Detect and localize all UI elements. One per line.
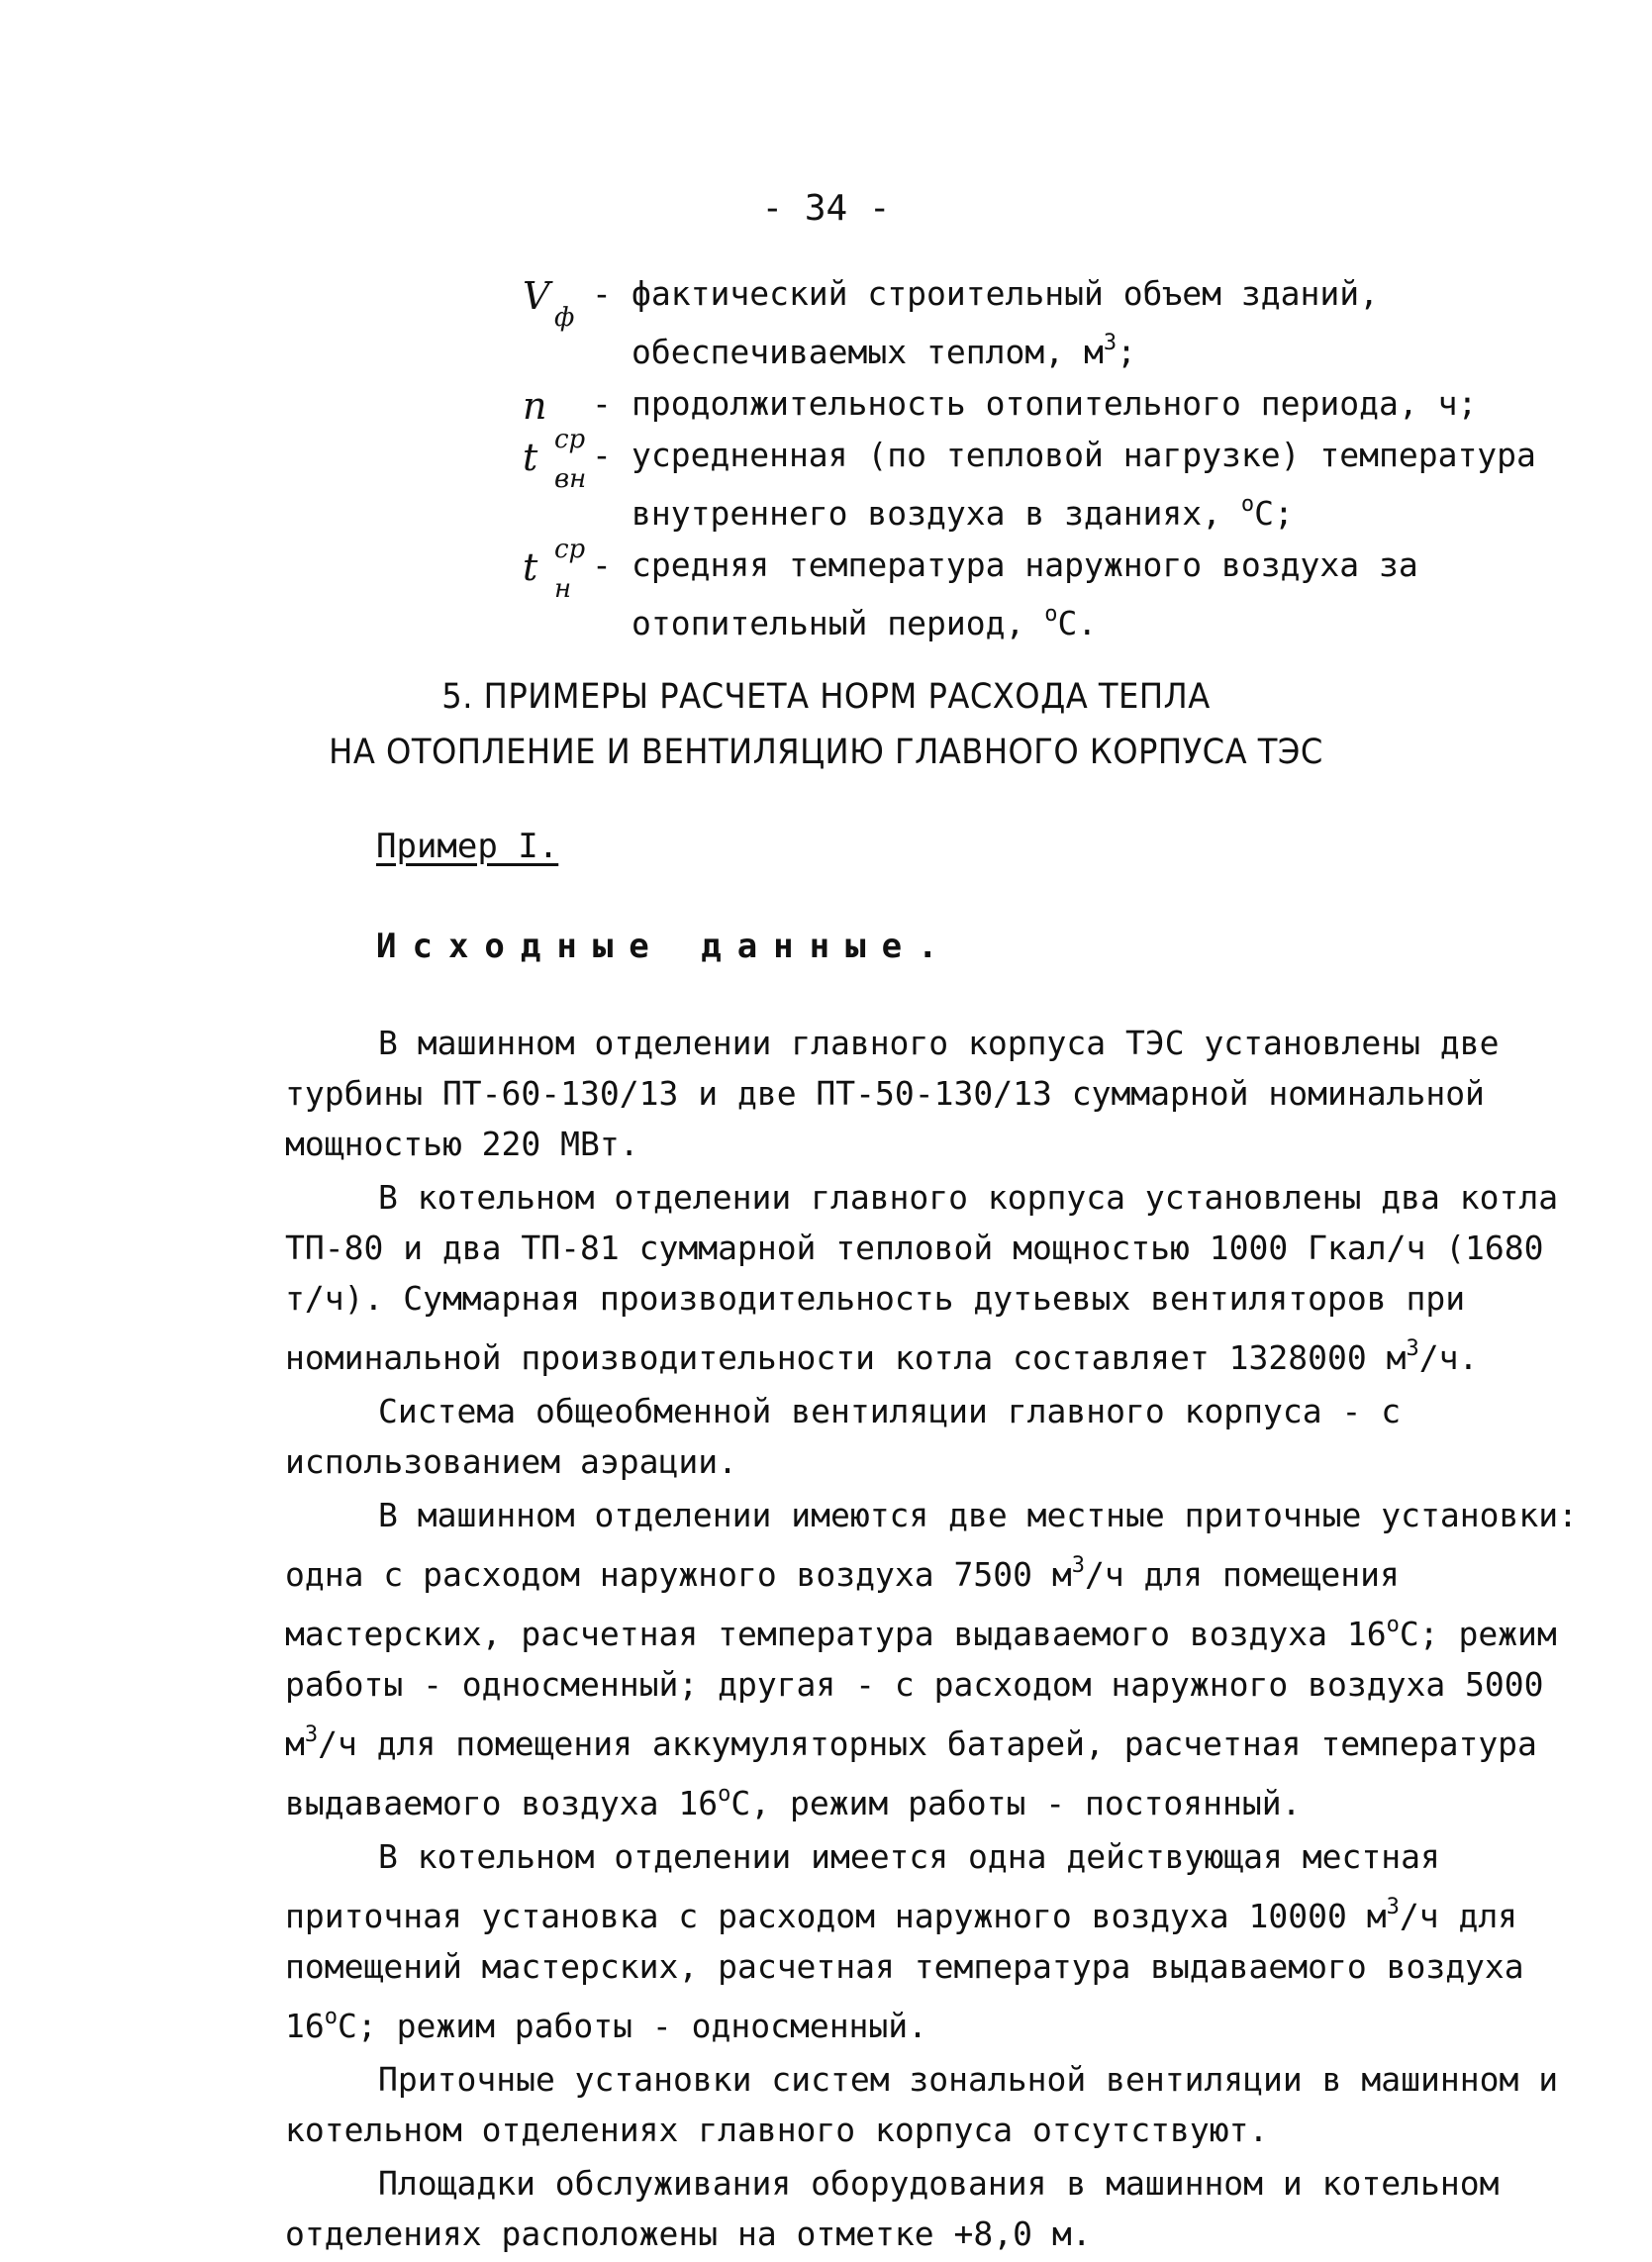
definition-text-main: усредненная (по тепловой нагрузке) температура внутреннего воздуха в зданиях,: [632, 436, 1536, 533]
paragraph-text: /ч для помещений мастерских, расчетная температура выдаваемого воздуха 16: [285, 1897, 1524, 2045]
example-label: Пример I.: [376, 827, 559, 866]
superscript: о: [324, 2005, 338, 2029]
definition-text-main: средняя температура наружного воздуха за отопительный период,: [632, 545, 1418, 642]
page-number: - 34 -: [761, 188, 891, 229]
definition-dash: -: [592, 545, 612, 584]
definition-row: [515, 425, 1613, 539]
superscript: о: [718, 1782, 731, 1807]
definition-text-tail: С.: [1057, 604, 1098, 642]
symbol-base: t: [523, 436, 538, 479]
body-paragraph: [285, 1386, 1592, 1487]
section-title-line-2: НА ОТОПЛЕНИЕ И ВЕНТИЛЯЦИЮ ГЛАВНОГО КОРПУСА ТЭС: [329, 733, 1323, 772]
symbol-t-n-sr: [515, 535, 594, 604]
unit-superscript: 3: [1103, 331, 1118, 355]
paragraph-text: /ч для помещения мастерских, расчетная температура выдаваемого воздуха 16: [285, 1555, 1400, 1653]
paragraph-text: С, режим работы - постоянный.: [730, 1784, 1302, 1822]
superscript: 3: [1406, 1336, 1419, 1361]
paragraph-text: В котельном отделении главного корпуса установлены два котла ТП-80 и два ТП-81 суммарной тепловой мощностью 1000 Гкал/ч (1680 т/ч). Суммарная производительность дутьевых вентиляторов при номинальной производительности котла составляет 1328000 м: [285, 1178, 1559, 1377]
definition-row: [515, 269, 1613, 377]
paragraph-text: В машинном отделении имеются две местные приточные установки: одна с расходом наружного воздуха 7500 м: [285, 1496, 1578, 1594]
superscript: 3: [304, 1722, 319, 1747]
definition-text-main: продолжительность отопительного периода, ч;: [632, 384, 1478, 423]
definition-row: [515, 379, 1613, 429]
superscript: о: [1386, 1613, 1400, 1637]
symbol-subscript: н: [554, 574, 572, 604]
body-paragraph: [285, 2054, 1592, 2155]
paragraph-text: С; режим работы - односменный.: [338, 2007, 928, 2045]
definition-text: [632, 541, 1613, 648]
body-paragraph: [285, 1018, 1592, 1169]
initial-data-heading: Исходные данные.: [376, 927, 954, 966]
symbol-t-vn-sr: [515, 425, 594, 494]
paragraph-text: Система общеобменной вентиляции главного корпуса - с использованием аэрации.: [285, 1392, 1402, 1481]
paragraph-text: Площадки обслуживания оборудования в машинном и котельном отделениях расположены на отметке +8,0 м.: [285, 2164, 1500, 2253]
definition-text-tail: С;: [1254, 494, 1294, 533]
body-paragraph: [285, 1490, 1592, 1828]
superscript: 3: [1386, 1895, 1400, 1919]
definition-dash: -: [592, 384, 612, 423]
definition-text-tail: ;: [1117, 333, 1136, 371]
body-paragraph: [285, 1831, 1592, 2051]
definition-text: [632, 431, 1613, 539]
body-text: [285, 1018, 1592, 2262]
body-paragraph: [285, 2158, 1592, 2259]
definition-dash: -: [592, 274, 612, 313]
symbol-subscript: ф: [554, 303, 575, 333]
section-title-line-1: 5. ПРИМЕРЫ РАСЧЕТА НОРМ РАСХОДА ТЕПЛА: [441, 677, 1211, 717]
variable-definitions: [515, 269, 1613, 650]
definition-text-main: фактический строительный объем зданий, обеспечиваемых теплом, м: [632, 274, 1379, 371]
symbol-base: n: [523, 384, 547, 428]
body-paragraph: [285, 1172, 1592, 1383]
unit-superscript: о: [1044, 602, 1058, 627]
definition-text: [632, 269, 1613, 377]
symbol-base: V: [523, 274, 550, 318]
symbol-superscript: ср: [554, 425, 586, 454]
superscript: 3: [1071, 1553, 1085, 1578]
paragraph-text: В машинном отделении главного корпуса ТЭС установлены две турбины ПТ-60-130/13 и две ПТ-50-130/13 суммарной номинальной мощностью 220 МВт.: [285, 1024, 1500, 1163]
definition-dash: -: [592, 436, 612, 474]
paragraph-text: /ч.: [1418, 1338, 1479, 1377]
paragraph-text: С; режим работы - односменный; другая - с расходом наружного воздуха 5000 м: [285, 1615, 1557, 1763]
paragraph-text: Приточные установки систем зональной вентиляции в машинном и котельном отделениях главного корпуса отсутствуют.: [285, 2060, 1559, 2149]
symbol-v-f: [515, 269, 594, 333]
symbol-base: t: [523, 545, 538, 589]
unit-superscript: о: [1240, 492, 1255, 517]
definition-text: [632, 379, 1613, 429]
symbol-subscript: вн: [554, 464, 587, 494]
section-title: [66, 669, 1586, 780]
paragraph-text: В котельном отделении имеется одна действующая местная приточная установка с расходом наружного воздуха 10000 м: [285, 1837, 1440, 1935]
symbol-superscript: ср: [554, 535, 586, 564]
definition-row: [515, 535, 1613, 648]
paragraph-text: /ч для помещения аккумуляторных батарей, расчетная температура выдаваемого воздуха 16: [285, 1724, 1537, 1822]
